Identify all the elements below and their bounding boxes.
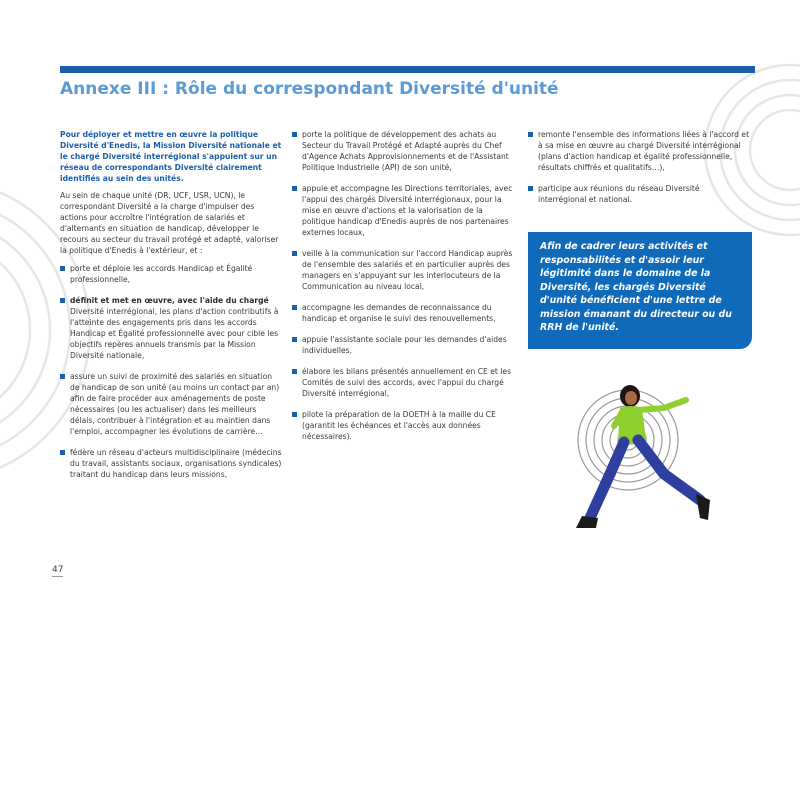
page-title — [60, 79, 559, 99]
intro-text: Pour déployer et mettre en œuvre la politique Diversité d'Enedis, la Mission Diversité nationale et le chargé Diversité interrégional s'appuient sur un réseau de correspondants Diversité clairement identifiés au sein des unités. — [60, 130, 282, 183]
intro-paragraph: Au sein de chaque unité (DR, UCF, USR, UCN), le correspondant Diversité a la charge d'impulser des actions pour accroître l'intégration de salariés et d'alternants en situation de handicap, développer le recours au secteur du travail protégé et adapté, valoriser la politique d'Enedis à l'extérieur, et : — [60, 191, 279, 255]
list-item: participe aux réunions du réseau Diversité interrégional et national. — [528, 183, 750, 205]
list-item: assure un suivi de proximité des salariés en situation de handicap de son unité (au moins un contact par an) afin de faire procéder aux aménagements de poste nécessaires (ou les actualiser) dans les meilleurs délais, contribuer à l'intégration et au maintien dans l'emploi, accompagner les évolutions de carrière… — [60, 371, 282, 437]
page-number: 47 — [52, 565, 64, 575]
list-item: veille à la communication sur l'accord Handicap auprès de l'ensemble des salariés et en particulier auprès des managers en s'appuyant sur les interlocuteurs de la Communication au niveau local, — [292, 248, 516, 292]
list-item: appuie et accompagne les Directions territoriales, avec l'appui des chargés Diversité interrégionaux, pour la mise en œuvre d'actions et la valorisation de la politique handicap d'Enedis auprès de nos partenaires externes locaux, — [292, 183, 516, 238]
list-item: appuie l'assistante sociale pour les demandes d'aides individuelles, — [292, 334, 516, 356]
list-item: élabore les bilans présentés annuellement en CE et les Comités de suivi des accords, avec l'appui du chargé Diversité interrégional, — [292, 366, 516, 399]
bullet-list-1 — [60, 263, 282, 480]
list-item: fédère un réseau d'acteurs multidisciplinaire (médecins du travail, assistants sociaux, organisations syndicales) traitant du handicap dans leurs missions, — [60, 447, 282, 480]
callout-box: Afin de cadrer leurs activités et responsabilités et d'assoir leur légitimité dans le domaine de la Diversité, les chargés Diversité d'unité bénéficient d'une lettre de mission émanant du directeur ou du RRH de l'unité. — [528, 232, 752, 349]
column-3 — [528, 129, 750, 215]
list-item: porte la politique de développement des achats au Secteur du Travail Protégé et Adapté auprès du Chef d'Agence Achats Approvisionnements et de l'Assistant Politique Industrielle (API) de son unité, — [292, 129, 516, 173]
list-item: accompagne les demandes de reconnaissance du handicap et organise le suivi des renouvellements, — [292, 302, 516, 324]
column-2 — [292, 129, 516, 452]
top-bar — [60, 66, 755, 73]
title-prefix: Annexe III : — [60, 79, 169, 99]
bullet-list-3 — [528, 129, 750, 205]
title-main: Rôle du correspondant Diversité d'unité — [174, 79, 559, 99]
list-item: remonte l'ensemble des informations liées à l'accord et à sa mise en œuvre au chargé Diversité interrégional (plans d'action handicap et égalité professionnelle, résultats chiffrés et qualitatifs…), — [528, 129, 750, 173]
column-1 — [60, 129, 282, 490]
bullet-list-2 — [292, 129, 516, 442]
jumping-woman-illustration — [568, 378, 718, 538]
list-item: porte et déploie les accords Handicap et Égalité professionnelle, — [60, 263, 282, 285]
list-item: définit et met en œuvre, avec l'aide du chargé Diversité interrégional, les plans d'action contributifs à l'atteinte des engagements pris dans les accords Handicap et Égalité professionnelle avec pour cible les objectifs repères annuels transmis par la Mission Diversité nationale, — [60, 295, 282, 361]
list-item: pilote la préparation de la DOETH à la maille du CE (garantit les échéances et l'accès aux données nécessaires). — [292, 409, 516, 442]
